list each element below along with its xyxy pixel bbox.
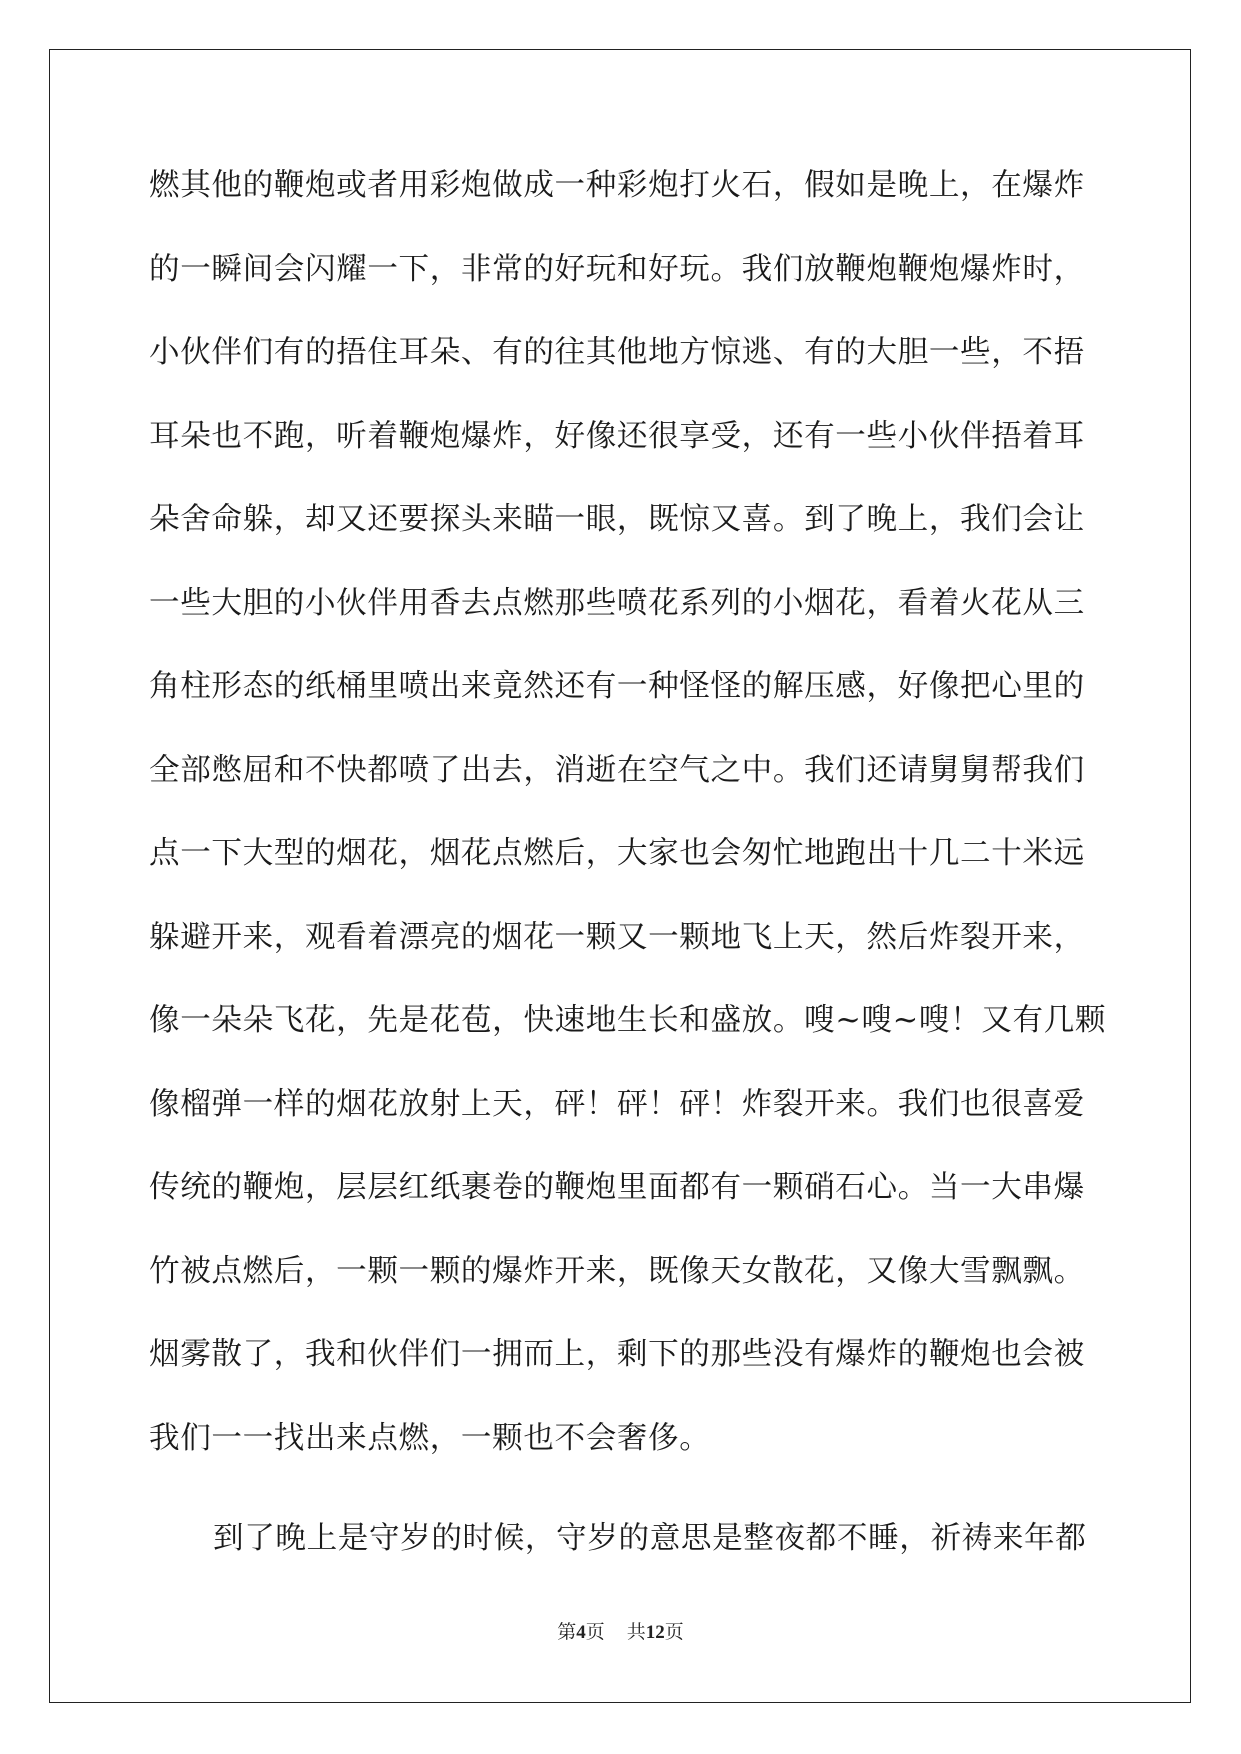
page-label-prefix: 第 xyxy=(557,1621,577,1643)
paragraph-line: 竹被点燃后，一颗一颗的爆炸开来，既像天女散花，又像大雪飘飘。 xyxy=(149,1253,1085,1289)
paragraph-line: 一些大胆的小伙伴用香去点燃那些喷花系列的小烟花，看着火花从三 xyxy=(149,585,1085,621)
paragraph-line: 传统的鞭炮，层层红纸裹卷的鞭炮里面都有一颗硝石心。当一大串爆 xyxy=(149,1170,1085,1205)
total-pages: 12 xyxy=(645,1622,665,1643)
paragraph-line: 全部憋屈和不快都喷了出去，消逝在空气之中。我们还请舅舅帮我们 xyxy=(149,752,1085,788)
paragraph-line: 小伙伴们有的捂住耳朵、有的往其他地方惊逃、有的大胆一些，不捂 xyxy=(149,335,1085,370)
paragraph-line: 的一瞬间会闪耀一下，非常的好玩和好玩。我们放鞭炮鞭炮爆炸时， xyxy=(149,251,1085,287)
page-number: 4 xyxy=(576,1622,586,1643)
paragraph-line: 燃其他的鞭炮或者用彩炮做成一种彩炮打火石，假如是晚上，在爆炸 xyxy=(149,168,1085,203)
paragraph-line: 耳朵也不跑，听着鞭炮爆炸，好像还很享受，还有一些小伙伴捂着耳 xyxy=(149,418,1085,454)
paragraph-line-indented: 到了晚上是守岁的时候，守岁的意思是整夜都不睡，祈祷来年都 xyxy=(213,1521,1087,1556)
paragraph-gap xyxy=(149,1494,1089,1511)
page-label-suffix: 页 xyxy=(585,1621,605,1643)
paragraph-line: 朵舍命躲，却又还要探头来瞄一眼，既惊又喜。到了晚上，我们会让 xyxy=(149,502,1085,537)
paragraph-line: 像榴弹一样的烟花放射上天，砰！砰！砰！炸裂开来。我们也很喜爱 xyxy=(149,1086,1085,1122)
paragraph-line: 我们一一找出来点燃，一颗也不会奢侈。 xyxy=(149,1420,711,1456)
paragraph-line: 烟雾散了，我和伙伴们一拥而上，剩下的那些没有爆炸的鞭炮也会被 xyxy=(149,1337,1085,1372)
total-label-prefix: 共 xyxy=(626,1621,646,1643)
paragraph-line: 躲避开来，观看着漂亮的烟花一颗又一颗地飞上天，然后炸裂开来， xyxy=(149,919,1085,955)
paragraph-line: 像一朵朵飞花，先是花苞，快速地生长和盛放。嗖~嗖~嗖！又有几颗 xyxy=(149,1003,1107,1038)
document-body xyxy=(149,158,1107,1595)
paragraph-line: 点一下大型的烟花，烟花点燃后，大家也会匆忙地跑出十几二十米远 xyxy=(149,836,1085,871)
paragraph-line: 角柱形态的纸桶里喷出来竟然还有一种怪怪的解压感，好像把心里的 xyxy=(149,669,1085,704)
total-label-suffix: 页 xyxy=(664,1621,684,1643)
page-footer xyxy=(0,1620,1241,1645)
